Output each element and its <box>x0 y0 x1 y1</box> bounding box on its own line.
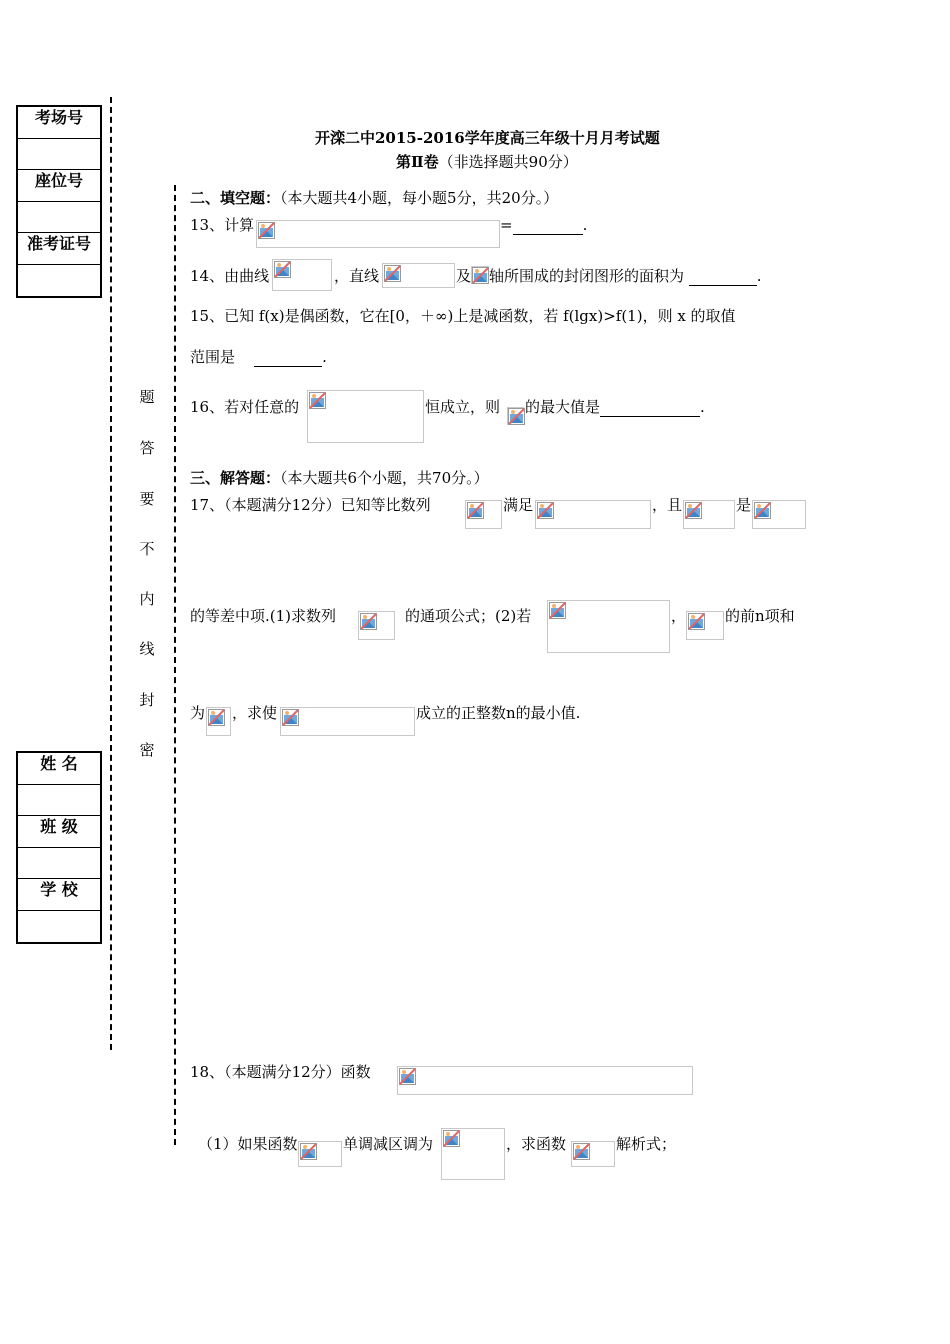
broken-image-icon <box>573 1143 590 1160</box>
q17-is: 是 <box>736 496 752 514</box>
admission-number-field[interactable] <box>18 265 100 296</box>
broken-image-icon <box>508 408 525 425</box>
q18-part1-a: （1）如果函数 <box>198 1135 298 1153</box>
q17-line2-b: 的通项公式；(2)若 <box>405 607 532 625</box>
formula-image <box>686 611 724 640</box>
q16-suffix <box>525 397 705 417</box>
answer-blank[interactable] <box>254 352 322 367</box>
period: . <box>582 216 588 234</box>
broken-image-icon <box>360 613 377 630</box>
section-3-label: 三、解答题： <box>190 469 281 487</box>
broken-image-icon <box>537 502 554 519</box>
formula-image <box>471 266 489 284</box>
broken-image-icon <box>258 222 275 239</box>
formula-image <box>465 500 502 529</box>
formula-image <box>441 1128 505 1180</box>
exam-info-table <box>16 105 102 298</box>
school-field[interactable] <box>18 911 100 942</box>
broken-image-icon <box>688 613 705 630</box>
exam-room-label: 考场号 <box>18 107 100 139</box>
formula-image <box>507 407 524 425</box>
q14-and: 及 <box>456 267 472 285</box>
q14-line-text: ，直线 <box>334 267 380 285</box>
q15-text: 范围是 <box>190 348 236 366</box>
broken-image-icon <box>443 1130 460 1147</box>
q16-mid: 恒成立，则 <box>425 398 501 416</box>
seal-char: 内 <box>139 590 155 608</box>
broken-image-icon <box>472 267 489 284</box>
q14-text: 轴所围成的封闭图形的面积为 <box>489 267 685 285</box>
section-3-heading <box>190 468 489 488</box>
q18-prefix: 18、（本题满分12分）函数 <box>190 1063 371 1081</box>
formula-image <box>256 220 500 248</box>
broken-image-icon <box>685 502 702 519</box>
answer-blank[interactable] <box>689 271 757 286</box>
seal-char: 题 <box>139 388 155 406</box>
formula-image <box>206 707 231 736</box>
name-label: 姓 名 <box>18 753 100 785</box>
q15-line2 <box>190 347 327 367</box>
page-title: 开滦二中2015-2016学年度高三年级十月月考试题 <box>315 129 660 147</box>
broken-image-icon <box>208 709 225 726</box>
q18-part1-b: 单调减区调为 <box>343 1135 434 1153</box>
seal-char: 密 <box>139 741 155 759</box>
formula-image <box>752 500 806 529</box>
broken-image-icon <box>549 602 566 619</box>
period: . <box>322 348 327 366</box>
formula-image <box>298 1141 342 1167</box>
class-field[interactable] <box>18 848 100 879</box>
q13-prefix: 13、计算 <box>190 216 255 234</box>
seal-char: 线 <box>139 640 155 658</box>
broken-image-icon <box>384 265 401 282</box>
formula-image <box>280 707 415 736</box>
broken-image-icon <box>309 392 326 409</box>
seal-char: 要 <box>139 490 155 508</box>
subtitle-note: （非选择题共90分） <box>438 153 578 171</box>
formula-image <box>535 500 651 529</box>
formula-image <box>272 259 332 291</box>
seal-char: 不 <box>139 540 155 558</box>
seat-number-label: 座位号 <box>18 170 100 202</box>
q17-line3-b: ，求使 <box>232 704 278 722</box>
equals-sign: = <box>500 216 513 234</box>
broken-image-icon <box>274 261 291 278</box>
name-field[interactable] <box>18 785 100 816</box>
answer-blank[interactable] <box>513 220 583 235</box>
q17-line2-a: 的等差中项.(1)求数列 <box>190 607 337 625</box>
student-info-table <box>16 751 102 944</box>
subtitle-volume: 第Ⅱ卷 <box>396 153 439 171</box>
formula-image <box>683 500 735 529</box>
q13-equals <box>500 215 587 235</box>
broken-image-icon <box>754 502 771 519</box>
q17-satisfy: 满足 <box>503 496 534 514</box>
seal-line-left <box>110 97 112 1050</box>
formula-image <box>382 263 455 288</box>
seat-number-field[interactable] <box>18 202 100 233</box>
exam-room-field[interactable] <box>18 139 100 170</box>
formula-image <box>571 1141 615 1167</box>
q18-part1-c: ，求函数 <box>506 1135 567 1153</box>
q16-text: 的最大值是 <box>525 398 601 416</box>
q14-prefix: 14、由曲线 <box>190 267 270 285</box>
q16-prefix: 16、若对任意的 <box>190 398 300 416</box>
q17-and: ，且 <box>652 496 683 514</box>
broken-image-icon <box>282 709 299 726</box>
page-subtitle <box>396 152 578 172</box>
broken-image-icon <box>399 1068 416 1085</box>
answer-blank[interactable] <box>600 402 700 417</box>
section-3-desc: （本大题共6个小题，共70分。） <box>280 469 489 487</box>
q18-part1-d: 解析式； <box>616 1135 677 1153</box>
formula-image <box>547 600 670 653</box>
class-label: 班 级 <box>18 816 100 848</box>
q17-prefix: 17、（本题满分12分）已知等比数列 <box>190 496 431 514</box>
section-2-label: 二、填空题： <box>190 189 281 207</box>
seal-char: 封 <box>139 691 155 709</box>
formula-image <box>397 1066 693 1095</box>
section-2-heading <box>190 188 558 208</box>
formula-image <box>358 611 395 640</box>
school-label: 学 校 <box>18 879 100 911</box>
q15-line1: 15、已知 f(x)是偶函数，它在[0，＋∞)上是减函数，若 f(lgx)>f(1)，则 x 的取值 <box>190 307 736 325</box>
seal-line-right <box>174 185 176 1145</box>
formula-image <box>307 390 424 443</box>
q17-comma: ， <box>671 607 687 625</box>
period: . <box>700 398 705 416</box>
admission-number-label: 准考证号 <box>18 233 100 265</box>
section-2-desc: （本大题共4小题，每小题5分，共20分。） <box>280 189 559 207</box>
q17-line2-c: 的前n项和 <box>725 607 795 625</box>
q17-line3-a: 为 <box>190 704 206 722</box>
period: . <box>756 267 762 285</box>
q17-line3-c: 成立的正整数n的最小值. <box>416 704 581 722</box>
seal-char: 答 <box>139 439 155 457</box>
broken-image-icon <box>467 502 484 519</box>
broken-image-icon <box>300 1143 317 1160</box>
q14-suffix <box>489 266 762 286</box>
